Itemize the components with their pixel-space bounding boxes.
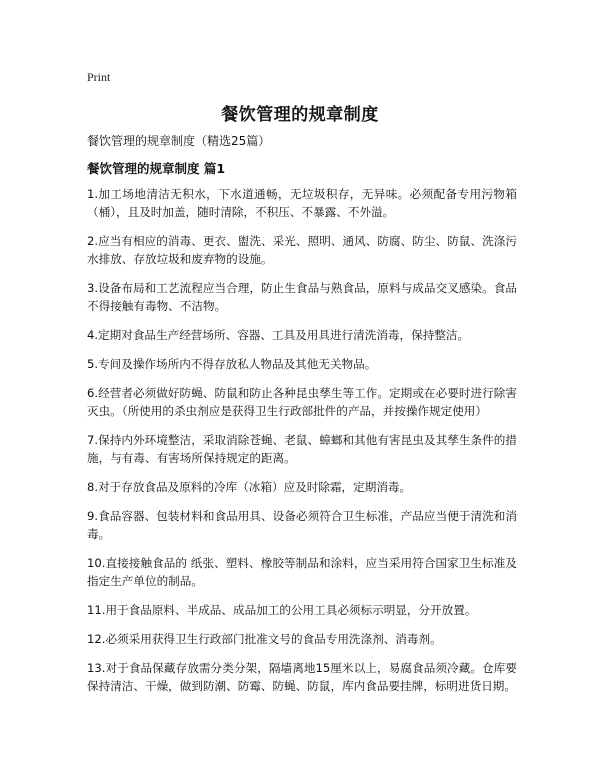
regulation-item-2: 2.应当有相应的消毒、更衣、盥洗、采光、照明、通风、防腐、防尘、防鼠、洗涤污水排放、存放垃圾和废弃物的设施。 [87, 234, 517, 266]
regulation-item-12: 12.必须采用获得卫生行政部门批准文号的食品专用洗涤剂、消毒剂。 [87, 632, 442, 646]
regulation-item-13: 13.对于食品保藏存放需分类分架，隔墙离地15厘米以上，易腐食品须冷藏。仓库要 保持清洁、干燥，做到防潮、防霉、防蝇、防鼠，库内食品要挂牌，标明进货日期。 [87, 661, 517, 693]
regulation-item-1: 1.加工场地清洁无积水，下水道通畅，无垃圾积存，无异味。必须配备专用污物箱（桶），且及时加盖，随时清除，不积压、不暴露、不外溢。 [87, 187, 517, 219]
regulation-item-5: 5.专间及操作场所内不得存放私人物品及其他无关物品。 [87, 357, 377, 371]
section-heading: 餐饮管理的规章制度 篇1 [87, 161, 226, 176]
print-label: Print [87, 70, 111, 84]
regulation-item-6: 6.经营者必须做好防蝇、防鼠和防止各种昆虫孳生等工作。定期或在必要时进行除害灭虫。（所使用的杀虫剂应是获得卫生行政部批件的产品，并按操作规定使用） [87, 386, 517, 418]
regulation-item-11: 11.用于食品原料、半成品、成品加工的公用工具必须标示明显，分开放置。 [87, 603, 477, 617]
regulation-item-3: 3.设备布局和工艺流程应当合理，防止生食品与熟食品，原料与成品交叉感染。食品不得接触有毒物、不洁物。 [87, 281, 517, 313]
regulation-item-8: 8.对于存放食品及原料的冷库（冰箱）应及时除霜，定期消毒。 [87, 480, 412, 494]
document-subtitle: 餐饮管理的规章制度（精选25篇） [87, 134, 271, 148]
regulation-item-4: 4.定期对食品生产经营场所、容器、工具及用具进行清洗消毒，保持整洁。 [87, 328, 470, 342]
regulation-item-9: 9.食品容器、包装材料和食品用具、设备必须符合卫生标准，产品应当便于清洗和消毒。 [87, 509, 517, 541]
document-title: 餐饮管理的规章制度 [221, 105, 379, 125]
regulation-item-7: 7.保持内外环境整洁，采取消除苍蝇、老鼠、蟑螂和其他有害昆虫及其孳生条件的措施，与有毒、有害场所保持规定的距离。 [87, 433, 517, 465]
regulation-list [87, 185, 517, 706]
regulation-item-10: 10.直接接触食品的 纸张、塑料、橡胶等制品和涂料，应当采用符合国家卫生标准及指定生产单位的制品。 [87, 556, 517, 588]
